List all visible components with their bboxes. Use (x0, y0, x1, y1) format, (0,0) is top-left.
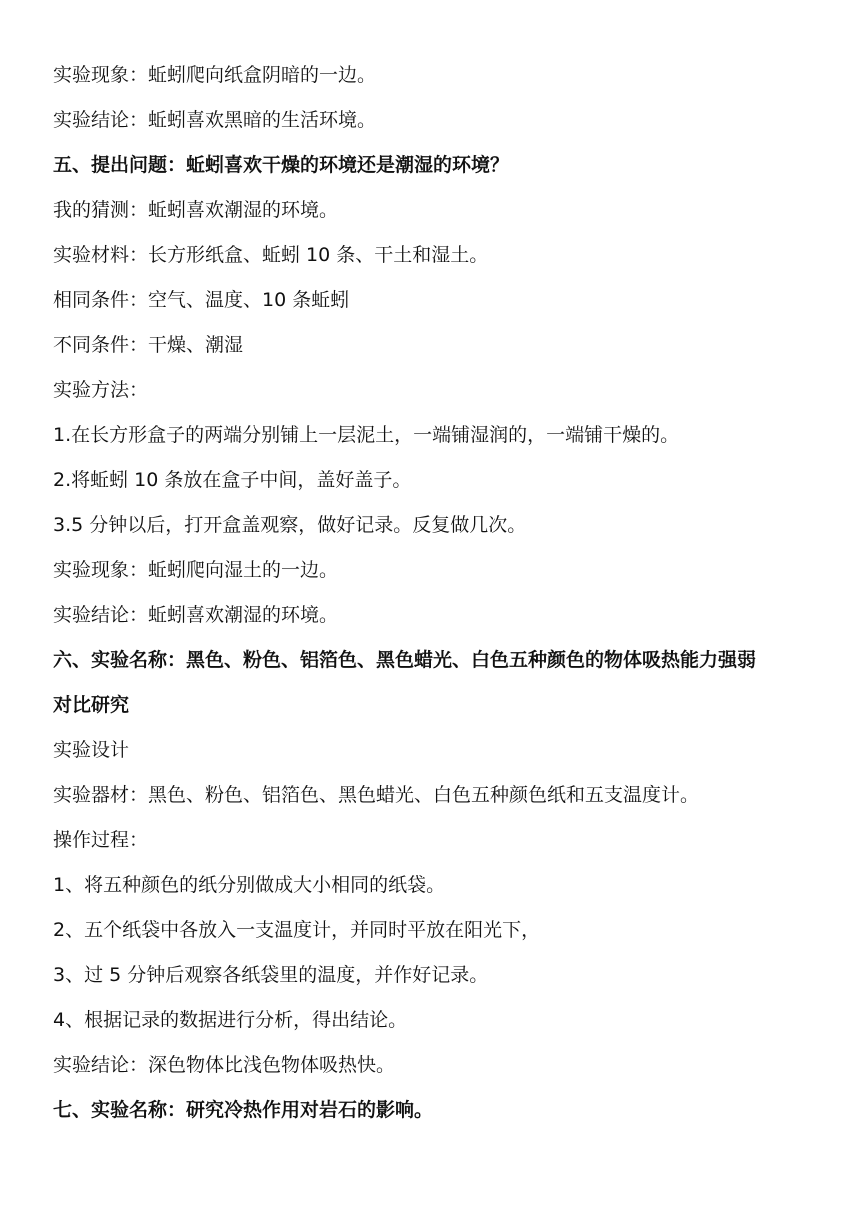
paragraph-materials: 实验材料：长方形纸盒、蚯蚓 10 条、干土和湿土。 (53, 244, 489, 266)
paragraph-conclusion-2: 实验结论：蚯蚓喜欢潮湿的环境。 (53, 604, 339, 626)
section-heading-6: 六、实验名称：黑色、粉色、铝箔色、黑色蜡光、白色五种颜色的物体吸热能力强弱 (53, 649, 757, 671)
method-step-1: 1.在长方形盒子的两端分别铺上一层泥土，一端铺湿润的，一端铺干燥的。 (53, 424, 680, 446)
paragraph-same-conditions: 相同条件：空气、温度、10 条蚯蚓 (53, 289, 350, 311)
paragraph-guess: 我的猜测：蚯蚓喜欢潮湿的环境。 (53, 199, 339, 221)
paragraph-conclusion-1: 实验结论：蚯蚓喜欢黑暗的生活环境。 (53, 109, 377, 131)
method-step-2: 2.将蚯蚓 10 条放在盒子中间，盖好盖子。 (53, 469, 412, 491)
section-heading-6-continued: 对比研究 (53, 694, 130, 716)
section-heading-7: 七、实验名称：研究冷热作用对岩石的影响。 (53, 1099, 434, 1121)
procedure-step-3: 3、过 5 分钟后观察各纸袋里的温度，并作好记录。 (53, 964, 489, 986)
paragraph-procedure-label: 操作过程： (53, 829, 149, 851)
paragraph-conclusion-3: 实验结论：深色物体比浅色物体吸热快。 (53, 1054, 396, 1076)
paragraph-observation-1: 实验现象：蚯蚓爬向纸盒阴暗的一边。 (53, 64, 377, 86)
paragraph-observation-2: 实验现象：蚯蚓爬向湿土的一边。 (53, 559, 339, 581)
procedure-step-4: 4、根据记录的数据进行分析，得出结论。 (53, 1009, 408, 1031)
procedure-step-1: 1、将五种颜色的纸分别做成大小相同的纸袋。 (53, 874, 446, 896)
section-heading-5: 五、提出问题：蚯蚓喜欢干燥的环境还是潮湿的环境？ (53, 154, 510, 176)
paragraph-experiment-design: 实验设计 (53, 739, 130, 761)
paragraph-method-label: 实验方法： (53, 379, 149, 401)
paragraph-equipment: 实验器材：黑色、粉色、铝箔色、黑色蜡光、白色五种颜色纸和五支温度计。 (53, 784, 700, 806)
paragraph-different-conditions: 不同条件：干燥、潮湿 (53, 334, 244, 356)
procedure-step-2: 2、五个纸袋中各放入一支温度计，并同时平放在阳光下， (53, 919, 541, 941)
method-step-3: 3.5 分钟以后，打开盒盖观察，做好记录。反复做几次。 (53, 514, 527, 536)
